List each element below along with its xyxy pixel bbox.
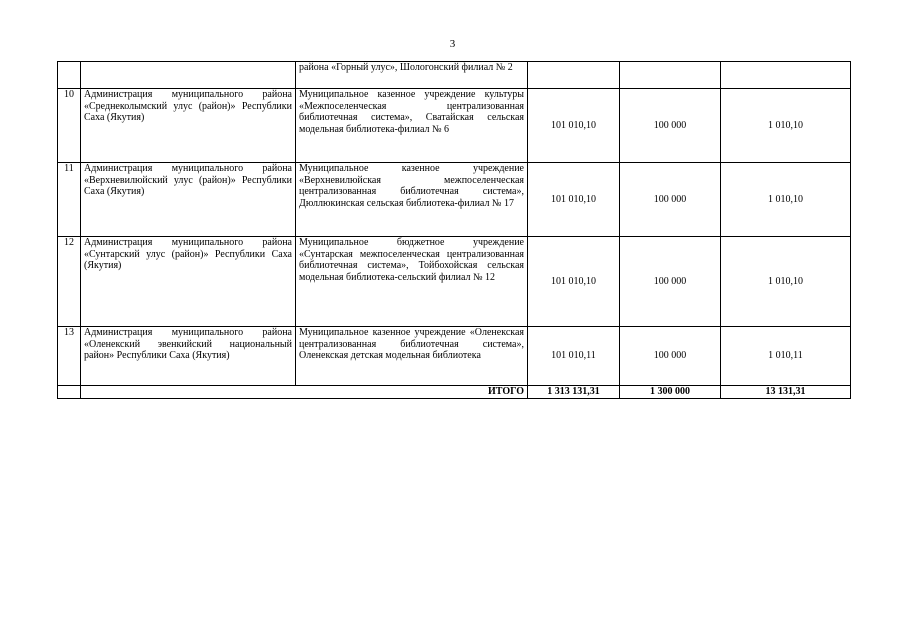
administration-cell: Администрация муниципального района «Верхневилюйский улус (район)» Республики Саха (Якутия) — [81, 163, 296, 237]
recipient-cell: Муниципальное казенное учреждение культуры «Межпоселенческая централизованная библиотечная система», Сватайская сельская модельная библиотека-филиал № 6 — [296, 89, 528, 163]
local-amount-cell — [721, 62, 851, 89]
administration-cell: Администрация муниципального района «Оленекский эвенкийский национальный район» Республики Саха (Якутия) — [81, 327, 296, 386]
federal-amount-cell: 100 000 — [620, 327, 721, 386]
local-amount-cell: 1 010,10 — [721, 237, 851, 327]
federal-amount-cell: 100 000 — [620, 237, 721, 327]
recipient-cell: Муниципальное казенное учреждение «Верхневилюйская межпоселенческая централизованная библиотечная система», Дюллюкинская сельская библиотека-филиал № 17 — [296, 163, 528, 237]
federal-amount-cell: 100 000 — [620, 89, 721, 163]
allocation-table — [57, 61, 851, 399]
local-amount-cell: 1 010,10 — [721, 89, 851, 163]
row-number-cell: 13 — [58, 327, 81, 386]
local-amount-cell: 1 010,11 — [721, 327, 851, 386]
recipient-cell: района «Горный улус», Шологонский филиал № 2 — [296, 62, 528, 89]
total-amount-cell: 101 010,11 — [528, 327, 620, 386]
administration-cell: Администрация муниципального района «Сунтарский улус (район)» Республики Саха (Якутия) — [81, 237, 296, 327]
table-row — [58, 163, 851, 237]
row-number-cell — [58, 62, 81, 89]
table-row — [58, 237, 851, 327]
total-row — [58, 386, 851, 399]
total-label: ИТОГО — [81, 386, 528, 399]
total-amount-cell: 101 010,10 — [528, 163, 620, 237]
grand-total-local: 13 131,31 — [721, 386, 851, 399]
administration-cell — [81, 62, 296, 89]
table-row — [58, 327, 851, 386]
row-number-cell: 11 — [58, 163, 81, 237]
table-row — [58, 62, 851, 89]
row-number-cell: 12 — [58, 237, 81, 327]
grand-total-amount: 1 313 131,31 — [528, 386, 620, 399]
administration-cell: Администрация муниципального района «Среднеколымский улус (район)» Республики Саха (Якутия) — [81, 89, 296, 163]
local-amount-cell: 1 010,10 — [721, 163, 851, 237]
total-amount-cell: 101 010,10 — [528, 237, 620, 327]
row-number-cell — [58, 386, 81, 399]
grand-total-federal: 1 300 000 — [620, 386, 721, 399]
federal-amount-cell — [620, 62, 721, 89]
federal-amount-cell: 100 000 — [620, 163, 721, 237]
total-amount-cell: 101 010,10 — [528, 89, 620, 163]
page-number: 3 — [449, 38, 456, 50]
recipient-cell: Муниципальное казенное учреждение «Оленекская централизованная библиотечная система», Оленекская детская модельная библиотека — [296, 327, 528, 386]
table-row — [58, 89, 851, 163]
row-number-cell: 10 — [58, 89, 81, 163]
total-amount-cell — [528, 62, 620, 89]
recipient-cell: Муниципальное бюджетное учреждение «Сунтарская межпоселенческая централизованная библиотечная система», Тойбохойская сельская модельная библиотека-сельский филиал № 12 — [296, 237, 528, 327]
